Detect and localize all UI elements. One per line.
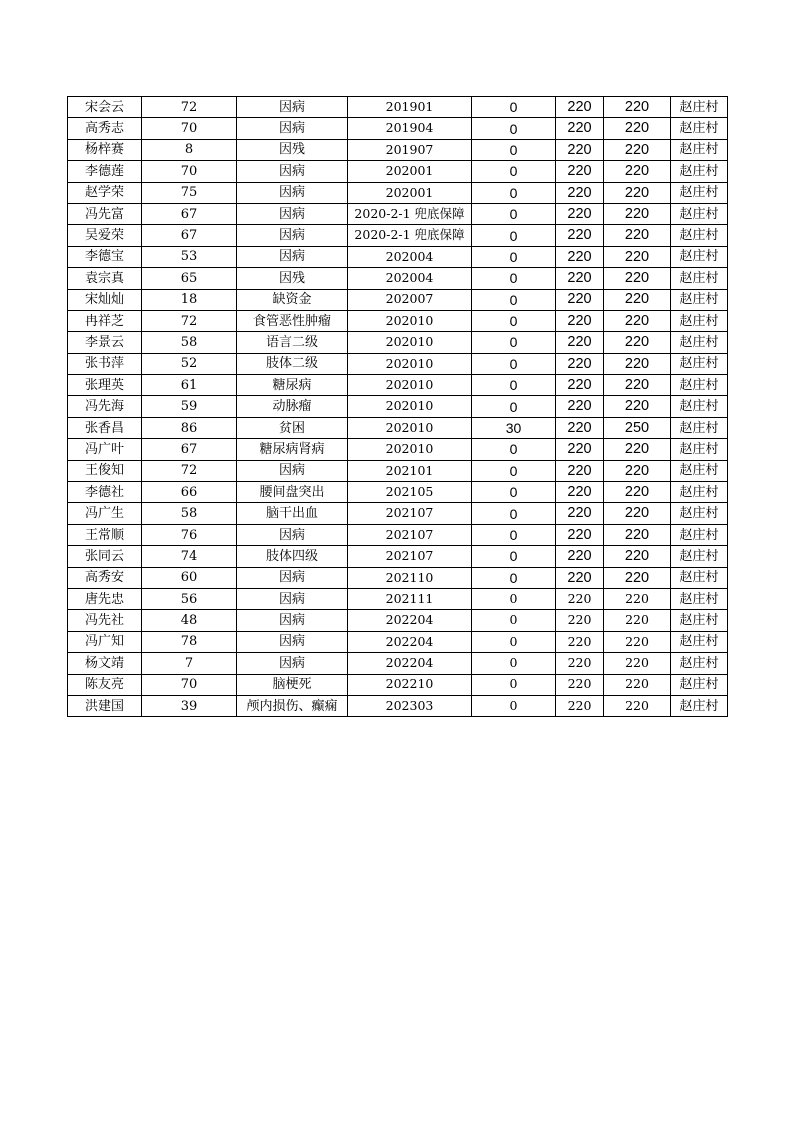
cell-name: 袁宗真 xyxy=(68,268,142,289)
cell-standard-amount: 220 xyxy=(556,289,604,310)
cell-total-amount: 220 xyxy=(604,524,671,545)
cell-reason: 因病 xyxy=(237,118,348,139)
table-row xyxy=(68,567,728,588)
cell-start-date: 2020-2-1 兜底保障 xyxy=(348,203,472,224)
cell-village: 赵庄村 xyxy=(671,567,728,588)
cell-start-date: 202101 xyxy=(348,460,472,481)
cell-total-amount: 220 xyxy=(604,653,671,674)
cell-reason: 颅内损伤、癫痫 xyxy=(237,695,348,716)
cell-name: 宋灿灿 xyxy=(68,289,142,310)
cell-reason: 脑干出血 xyxy=(237,503,348,524)
cell-extra-amount: 0 xyxy=(472,482,556,503)
cell-reason: 因残 xyxy=(237,139,348,160)
cell-age: 58 xyxy=(142,332,237,353)
cell-total-amount: 220 xyxy=(604,567,671,588)
cell-village: 赵庄村 xyxy=(671,139,728,160)
cell-village: 赵庄村 xyxy=(671,246,728,267)
cell-village: 赵庄村 xyxy=(671,225,728,246)
cell-age: 56 xyxy=(142,588,237,609)
cell-start-date: 202303 xyxy=(348,695,472,716)
cell-start-date: 202010 xyxy=(348,375,472,396)
table-row xyxy=(68,695,728,716)
cell-start-date: 202004 xyxy=(348,268,472,289)
cell-standard-amount: 220 xyxy=(556,631,604,652)
cell-name: 高秀志 xyxy=(68,118,142,139)
table-row xyxy=(68,289,728,310)
cell-reason: 动脉瘤 xyxy=(237,396,348,417)
cell-standard-amount: 220 xyxy=(556,503,604,524)
cell-total-amount: 220 xyxy=(604,118,671,139)
cell-village: 赵庄村 xyxy=(671,396,728,417)
cell-age: 8 xyxy=(142,139,237,160)
cell-extra-amount: 0 xyxy=(472,546,556,567)
cell-village: 赵庄村 xyxy=(671,588,728,609)
table-row xyxy=(68,460,728,481)
table-row xyxy=(68,118,728,139)
cell-extra-amount: 0 xyxy=(472,203,556,224)
cell-start-date: 202010 xyxy=(348,439,472,460)
cell-village: 赵庄村 xyxy=(671,674,728,695)
table-row xyxy=(68,546,728,567)
cell-village: 赵庄村 xyxy=(671,268,728,289)
cell-extra-amount: 0 xyxy=(472,118,556,139)
cell-total-amount: 220 xyxy=(604,332,671,353)
cell-name: 高秀安 xyxy=(68,567,142,588)
cell-start-date: 202004 xyxy=(348,246,472,267)
cell-age: 75 xyxy=(142,182,237,203)
cell-name: 李德社 xyxy=(68,482,142,503)
cell-reason: 贫困 xyxy=(237,417,348,438)
cell-name: 张理英 xyxy=(68,375,142,396)
cell-extra-amount: 0 xyxy=(472,182,556,203)
cell-start-date: 202204 xyxy=(348,631,472,652)
cell-start-date: 202105 xyxy=(348,482,472,503)
cell-village: 赵庄村 xyxy=(671,332,728,353)
cell-start-date: 202010 xyxy=(348,353,472,374)
cell-village: 赵庄村 xyxy=(671,161,728,182)
cell-start-date: 201901 xyxy=(348,97,472,118)
cell-name: 冯广叶 xyxy=(68,439,142,460)
cell-village: 赵庄村 xyxy=(671,482,728,503)
cell-extra-amount: 0 xyxy=(472,439,556,460)
cell-start-date: 202010 xyxy=(348,332,472,353)
cell-total-amount: 220 xyxy=(604,482,671,503)
cell-age: 67 xyxy=(142,439,237,460)
cell-standard-amount: 220 xyxy=(556,524,604,545)
cell-reason: 肢体四级 xyxy=(237,546,348,567)
cell-total-amount: 220 xyxy=(604,310,671,331)
cell-start-date: 201904 xyxy=(348,118,472,139)
cell-reason: 因病 xyxy=(237,182,348,203)
cell-total-amount: 220 xyxy=(604,610,671,631)
cell-reason: 因病 xyxy=(237,567,348,588)
table-row xyxy=(68,310,728,331)
cell-name: 冯广生 xyxy=(68,503,142,524)
cell-age: 48 xyxy=(142,610,237,631)
cell-extra-amount: 0 xyxy=(472,225,556,246)
cell-extra-amount: 0 xyxy=(472,674,556,695)
cell-extra-amount: 0 xyxy=(472,268,556,289)
cell-age: 72 xyxy=(142,310,237,331)
cell-age: 58 xyxy=(142,503,237,524)
cell-village: 赵庄村 xyxy=(671,460,728,481)
cell-standard-amount: 220 xyxy=(556,310,604,331)
cell-standard-amount: 220 xyxy=(556,674,604,695)
cell-name: 李景云 xyxy=(68,332,142,353)
cell-standard-amount: 220 xyxy=(556,97,604,118)
assistance-roster-table xyxy=(67,96,728,717)
table-row xyxy=(68,524,728,545)
cell-reason: 因病 xyxy=(237,631,348,652)
cell-start-date: 2020-2-1 兜底保障 xyxy=(348,225,472,246)
cell-extra-amount: 0 xyxy=(472,567,556,588)
cell-total-amount: 220 xyxy=(604,203,671,224)
cell-age: 65 xyxy=(142,268,237,289)
cell-village: 赵庄村 xyxy=(671,439,728,460)
cell-age: 70 xyxy=(142,161,237,182)
cell-age: 53 xyxy=(142,246,237,267)
table-row xyxy=(68,246,728,267)
cell-standard-amount: 220 xyxy=(556,203,604,224)
cell-name: 冯先海 xyxy=(68,396,142,417)
cell-age: 72 xyxy=(142,460,237,481)
cell-village: 赵庄村 xyxy=(671,653,728,674)
cell-village: 赵庄村 xyxy=(671,182,728,203)
cell-village: 赵庄村 xyxy=(671,610,728,631)
cell-reason: 肢体二级 xyxy=(237,353,348,374)
cell-name: 杨梓赛 xyxy=(68,139,142,160)
cell-standard-amount: 220 xyxy=(556,161,604,182)
cell-total-amount: 220 xyxy=(604,353,671,374)
table-row xyxy=(68,503,728,524)
cell-total-amount: 220 xyxy=(604,97,671,118)
cell-name: 张同云 xyxy=(68,546,142,567)
cell-reason: 因病 xyxy=(237,161,348,182)
cell-extra-amount: 0 xyxy=(472,332,556,353)
cell-standard-amount: 220 xyxy=(556,439,604,460)
cell-standard-amount: 220 xyxy=(556,332,604,353)
cell-total-amount: 220 xyxy=(604,588,671,609)
cell-standard-amount: 220 xyxy=(556,139,604,160)
cell-total-amount: 220 xyxy=(604,225,671,246)
cell-total-amount: 220 xyxy=(604,546,671,567)
cell-start-date: 202010 xyxy=(348,417,472,438)
cell-reason: 因病 xyxy=(237,203,348,224)
cell-age: 67 xyxy=(142,203,237,224)
cell-age: 18 xyxy=(142,289,237,310)
table-row xyxy=(68,139,728,160)
cell-extra-amount: 0 xyxy=(472,310,556,331)
cell-total-amount: 220 xyxy=(604,268,671,289)
cell-extra-amount: 0 xyxy=(472,161,556,182)
table-row xyxy=(68,396,728,417)
cell-reason: 因病 xyxy=(237,246,348,267)
cell-total-amount: 220 xyxy=(604,695,671,716)
cell-standard-amount: 220 xyxy=(556,246,604,267)
cell-extra-amount: 0 xyxy=(472,97,556,118)
table-row xyxy=(68,182,728,203)
cell-age: 86 xyxy=(142,417,237,438)
cell-total-amount: 220 xyxy=(604,631,671,652)
cell-reason: 食管恶性肿瘤 xyxy=(237,310,348,331)
cell-start-date: 202111 xyxy=(348,588,472,609)
cell-reason: 因残 xyxy=(237,268,348,289)
cell-name: 李德宝 xyxy=(68,246,142,267)
cell-name: 冯先富 xyxy=(68,203,142,224)
cell-start-date: 202210 xyxy=(348,674,472,695)
cell-standard-amount: 220 xyxy=(556,353,604,374)
cell-reason: 因病 xyxy=(237,588,348,609)
cell-name: 洪建国 xyxy=(68,695,142,716)
table-row xyxy=(68,631,728,652)
table-row xyxy=(68,268,728,289)
cell-name: 冯广知 xyxy=(68,631,142,652)
cell-age: 76 xyxy=(142,524,237,545)
cell-reason: 因病 xyxy=(237,610,348,631)
cell-standard-amount: 220 xyxy=(556,567,604,588)
cell-total-amount: 220 xyxy=(604,161,671,182)
table-row xyxy=(68,161,728,182)
cell-age: 74 xyxy=(142,546,237,567)
cell-village: 赵庄村 xyxy=(671,417,728,438)
cell-name: 吴爱荣 xyxy=(68,225,142,246)
cell-reason: 因病 xyxy=(237,225,348,246)
cell-start-date: 202204 xyxy=(348,610,472,631)
table-row xyxy=(68,203,728,224)
cell-extra-amount: 0 xyxy=(472,524,556,545)
cell-start-date: 201907 xyxy=(348,139,472,160)
table-row xyxy=(68,375,728,396)
cell-name: 王俊知 xyxy=(68,460,142,481)
cell-total-amount: 220 xyxy=(604,246,671,267)
cell-age: 70 xyxy=(142,674,237,695)
cell-extra-amount: 0 xyxy=(472,246,556,267)
cell-standard-amount: 220 xyxy=(556,396,604,417)
cell-standard-amount: 220 xyxy=(556,653,604,674)
cell-age: 66 xyxy=(142,482,237,503)
cell-name: 杨文靖 xyxy=(68,653,142,674)
cell-village: 赵庄村 xyxy=(671,310,728,331)
table-row xyxy=(68,653,728,674)
cell-standard-amount: 220 xyxy=(556,268,604,289)
cell-name: 张书萍 xyxy=(68,353,142,374)
cell-start-date: 202001 xyxy=(348,161,472,182)
cell-village: 赵庄村 xyxy=(671,353,728,374)
cell-reason: 糖尿病 xyxy=(237,375,348,396)
table-row xyxy=(68,97,728,118)
cell-total-amount: 220 xyxy=(604,439,671,460)
cell-standard-amount: 220 xyxy=(556,182,604,203)
cell-name: 冉祥芝 xyxy=(68,310,142,331)
cell-reason: 因病 xyxy=(237,653,348,674)
cell-start-date: 202107 xyxy=(348,524,472,545)
cell-standard-amount: 220 xyxy=(556,546,604,567)
cell-start-date: 202204 xyxy=(348,653,472,674)
cell-extra-amount: 0 xyxy=(472,503,556,524)
cell-village: 赵庄村 xyxy=(671,118,728,139)
cell-extra-amount: 0 xyxy=(472,610,556,631)
cell-name: 李德莲 xyxy=(68,161,142,182)
cell-start-date: 202107 xyxy=(348,503,472,524)
cell-reason: 因病 xyxy=(237,460,348,481)
table-row xyxy=(68,674,728,695)
cell-age: 59 xyxy=(142,396,237,417)
cell-extra-amount: 0 xyxy=(472,588,556,609)
cell-extra-amount: 30 xyxy=(472,417,556,438)
cell-village: 赵庄村 xyxy=(671,289,728,310)
cell-reason: 糖尿病肾病 xyxy=(237,439,348,460)
cell-start-date: 202010 xyxy=(348,396,472,417)
cell-age: 72 xyxy=(142,97,237,118)
cell-reason: 缺资金 xyxy=(237,289,348,310)
cell-name: 赵学荣 xyxy=(68,182,142,203)
cell-start-date: 202007 xyxy=(348,289,472,310)
cell-extra-amount: 0 xyxy=(472,460,556,481)
cell-age: 70 xyxy=(142,118,237,139)
table-row xyxy=(68,417,728,438)
cell-standard-amount: 220 xyxy=(556,460,604,481)
cell-extra-amount: 0 xyxy=(472,396,556,417)
cell-extra-amount: 0 xyxy=(472,695,556,716)
cell-standard-amount: 220 xyxy=(556,118,604,139)
cell-extra-amount: 0 xyxy=(472,353,556,374)
table-row xyxy=(68,482,728,503)
cell-start-date: 202001 xyxy=(348,182,472,203)
cell-name: 王常顺 xyxy=(68,524,142,545)
cell-name: 张香昌 xyxy=(68,417,142,438)
cell-reason: 因病 xyxy=(237,524,348,545)
cell-standard-amount: 220 xyxy=(556,588,604,609)
cell-reason: 腰间盘突出 xyxy=(237,482,348,503)
roster-body xyxy=(68,97,728,717)
cell-extra-amount: 0 xyxy=(472,139,556,160)
cell-total-amount: 250 xyxy=(604,417,671,438)
cell-total-amount: 220 xyxy=(604,182,671,203)
cell-extra-amount: 0 xyxy=(472,653,556,674)
cell-extra-amount: 0 xyxy=(472,631,556,652)
cell-village: 赵庄村 xyxy=(671,695,728,716)
table-row xyxy=(68,439,728,460)
cell-total-amount: 220 xyxy=(604,460,671,481)
cell-age: 60 xyxy=(142,567,237,588)
cell-village: 赵庄村 xyxy=(671,503,728,524)
cell-total-amount: 220 xyxy=(604,503,671,524)
cell-standard-amount: 220 xyxy=(556,482,604,503)
cell-extra-amount: 0 xyxy=(472,375,556,396)
cell-start-date: 202010 xyxy=(348,310,472,331)
cell-village: 赵庄村 xyxy=(671,97,728,118)
cell-age: 67 xyxy=(142,225,237,246)
cell-extra-amount: 0 xyxy=(472,289,556,310)
cell-total-amount: 220 xyxy=(604,139,671,160)
cell-reason: 因病 xyxy=(237,97,348,118)
cell-total-amount: 220 xyxy=(604,289,671,310)
cell-standard-amount: 220 xyxy=(556,375,604,396)
cell-standard-amount: 220 xyxy=(556,417,604,438)
cell-age: 7 xyxy=(142,653,237,674)
cell-name: 宋会云 xyxy=(68,97,142,118)
cell-standard-amount: 220 xyxy=(556,225,604,246)
table-row xyxy=(68,588,728,609)
cell-village: 赵庄村 xyxy=(671,631,728,652)
cell-reason: 语言二级 xyxy=(237,332,348,353)
cell-name: 冯先社 xyxy=(68,610,142,631)
table-row xyxy=(68,353,728,374)
cell-standard-amount: 220 xyxy=(556,695,604,716)
cell-age: 61 xyxy=(142,375,237,396)
cell-village: 赵庄村 xyxy=(671,375,728,396)
cell-start-date: 202110 xyxy=(348,567,472,588)
cell-total-amount: 220 xyxy=(604,674,671,695)
assistance-roster-sheet xyxy=(67,96,727,717)
cell-village: 赵庄村 xyxy=(671,203,728,224)
cell-name: 陈友亮 xyxy=(68,674,142,695)
table-row xyxy=(68,332,728,353)
cell-total-amount: 220 xyxy=(604,375,671,396)
cell-name: 唐先忠 xyxy=(68,588,142,609)
cell-standard-amount: 220 xyxy=(556,610,604,631)
table-row xyxy=(68,225,728,246)
cell-age: 78 xyxy=(142,631,237,652)
table-row xyxy=(68,610,728,631)
cell-total-amount: 220 xyxy=(604,396,671,417)
cell-reason: 脑梗死 xyxy=(237,674,348,695)
cell-start-date: 202107 xyxy=(348,546,472,567)
cell-village: 赵庄村 xyxy=(671,524,728,545)
cell-age: 52 xyxy=(142,353,237,374)
cell-village: 赵庄村 xyxy=(671,546,728,567)
cell-age: 39 xyxy=(142,695,237,716)
